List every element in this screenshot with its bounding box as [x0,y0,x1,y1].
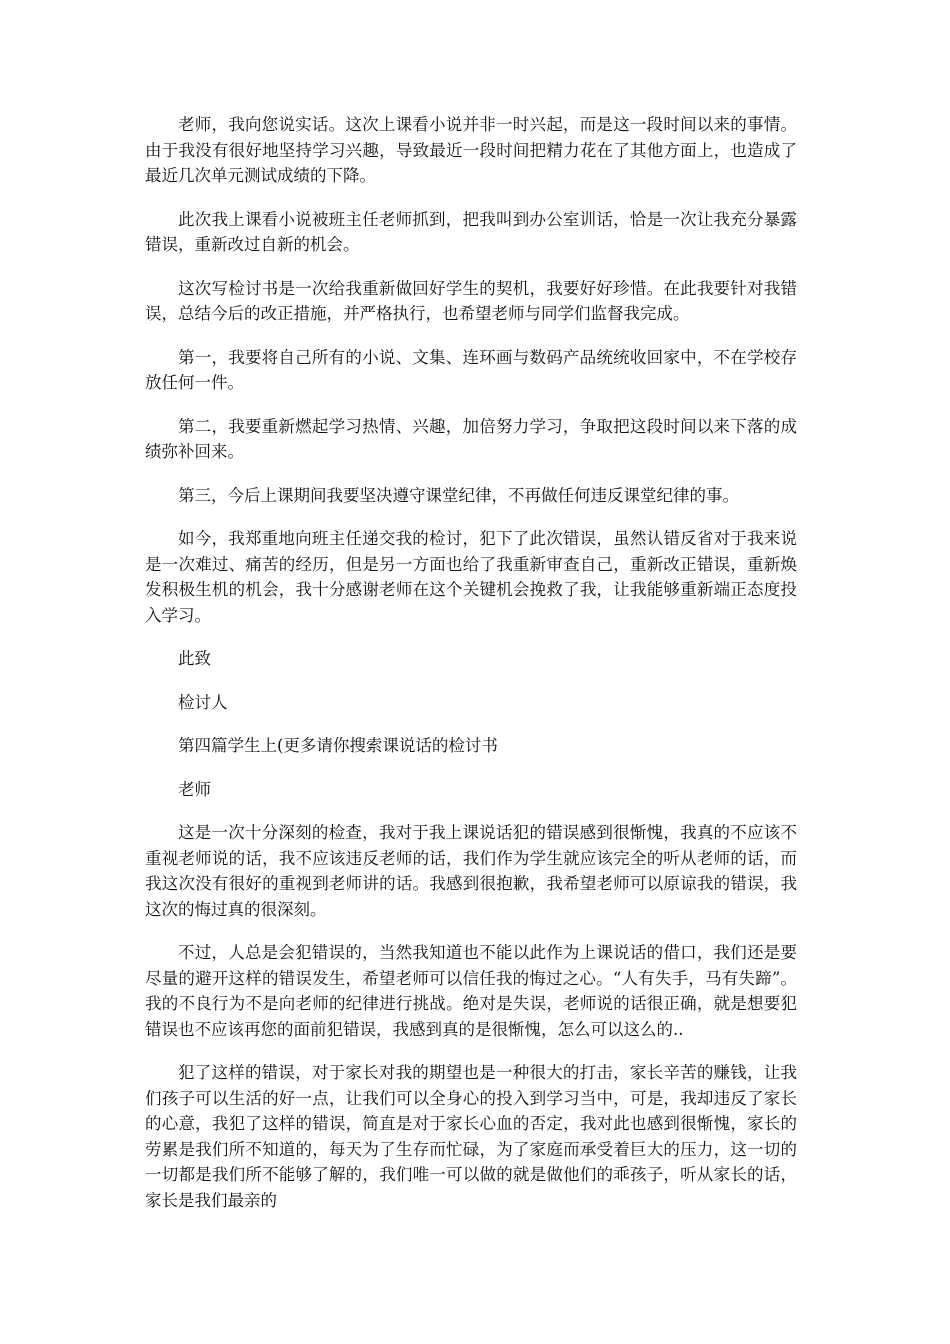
document-page [145,112,797,1231]
paragraph-13: 不过，人总是会犯错误的，当然我知道也不能以此作为上课说话的借口，我们还是要尽量的避开这样的错误发生，希望老师可以信任我的悔过之心。“人有失手，马有失蹄”。我的不良行为不是向老师的纪律进行挑战。绝对是失误，老师说的话很正确，就是想要犯错误也不应该再您的面前犯错误，我感到真的是很惭愧，怎么可以这么的.. [145,943,797,1039]
greeting: 老师 [178,779,211,799]
paragraph-6: 第三，今后上课期间我要坚决遵守课堂纪律，不再做任何违反课堂纪律的事。 [178,485,739,505]
paragraph-4: 第一，我要将自己所有的小说、文集、连环画与数码产品统统收回家中，不在学校存放任何一件。 [145,347,797,392]
paragraph-2: 此次我上课看小说被班主任老师抓到，把我叫到办公室训话，恰是一次让我充分暴露错误，重新改过自新的机会。 [145,209,797,254]
closing-salutation: 此致 [178,649,211,668]
paragraph-7: 如今，我郑重地向班主任递交我的检讨，犯下了此次错误，虽然认错反省对于我来说是一次难过、痛苦的经历，但是另一方面也给了我重新审查自己，重新改正错误，重新焕发积极生机的机会，我十分感谢老师在这个关键机会挽救了我，让我能够重新端正态度投入学习。 [145,529,797,625]
signature-label: 检讨人 [178,692,228,712]
section-title: 第四篇学生上(更多请你搜索课说话的检讨书 [178,736,498,755]
paragraph-5: 第二，我要重新燃起学习热情、兴趣，加倍努力学习，争取把这段时间以来下落的成绩弥补回来。 [145,416,797,461]
paragraph-12: 这是一次十分深刻的检查，我对于我上课说话犯的错误感到很惭愧，我真的不应该不重视老师说的话，我不应该违反老师的话，我们作为学生就应该完全的听从老师的话，而我这次没有很好的重视到老师讲的话。我感到很抱歉，我希望老师可以原谅我的错误，我这次的悔过真的很深刻。 [145,823,797,919]
paragraph-1: 老师，我向您说实话。这次上课看小说并非一时兴起，而是这一段时间以来的事情。由于我没有很好地坚持学习兴趣，导致最近一段时间把精力花在了其他方面上，也造成了最近几次单元测试成绩的下降。 [145,115,797,185]
paragraph-3: 这次写检讨书是一次给我重新做回好学生的契机，我要好好珍惜。在此我要针对我错误，总结今后的改正措施，并严格执行，也希望老师与同学们监督我完成。 [145,278,797,323]
paragraph-14: 犯了这样的错误，对于家长对我的期望也是一种很大的打击，家长辛苦的赚钱，让我们孩子可以生活的好一点，让我们可以全身心的投入到学习当中，可是，我却违反了家长的心意，我犯了这样的错误，简直是对于家长心血的否定，我对此也感到很惭愧，家长的劳累是我们所不知道的，每天为了生存而忙碌，为了家庭而承受着巨大的压力，这一切的一切都是我们所不能够了解的，我们唯一可以做的就是做他们的乖孩子，听从家长的话，家长是我们最亲的 [145,1063,797,1210]
